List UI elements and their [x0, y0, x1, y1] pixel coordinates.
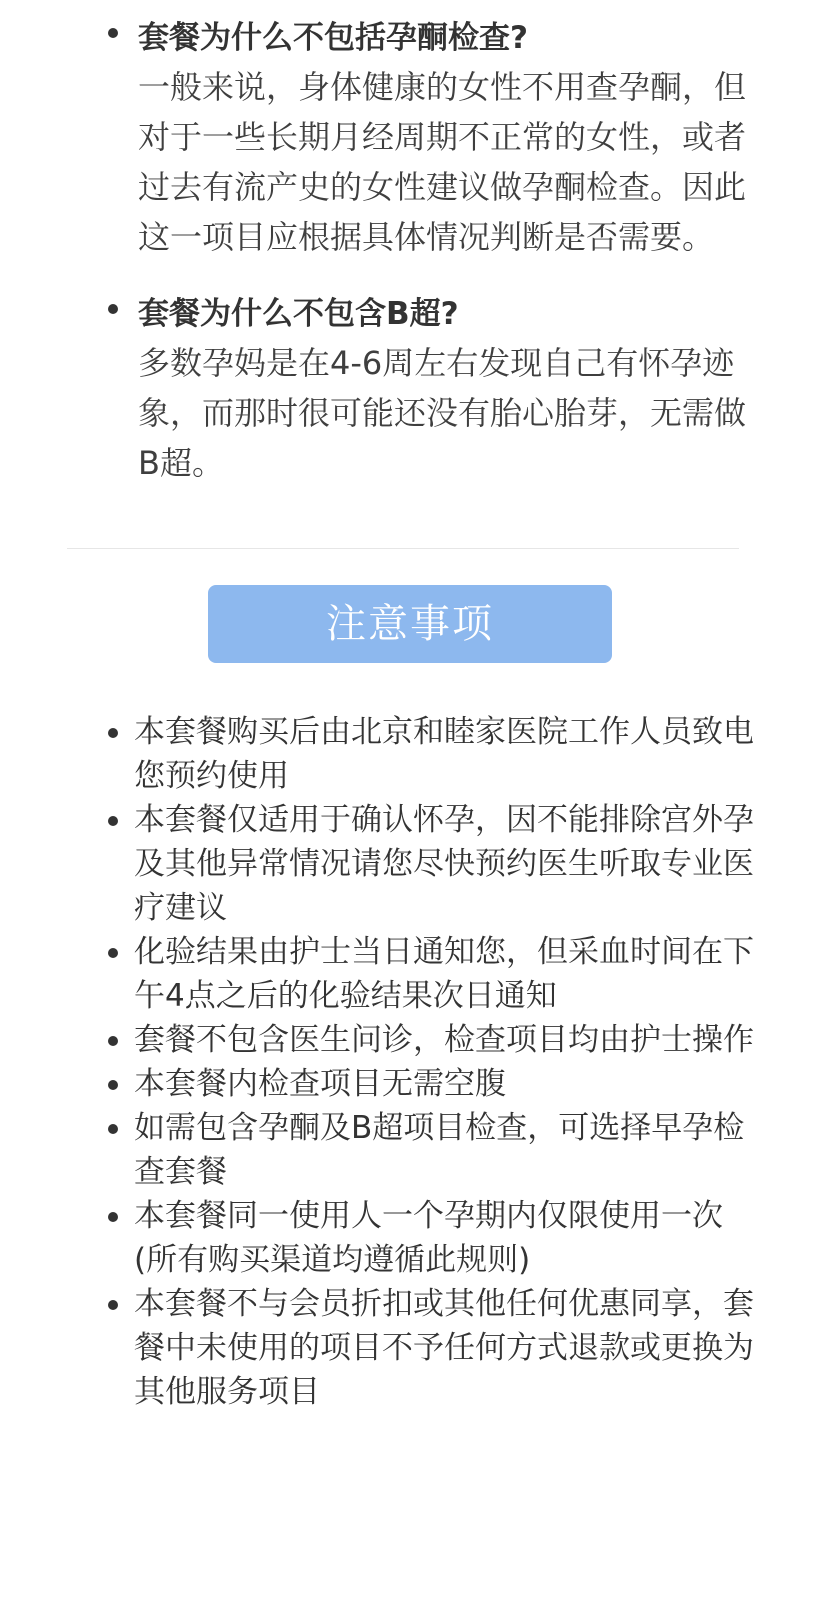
notice-item — [0, 798, 817, 930]
faq-question: 套餐为什么不包括孕酮检查? — [138, 20, 528, 56]
notice-item-text: 如需包含孕酮及B超项目检查，可选择早孕检查套餐 — [134, 1110, 745, 1190]
notice-list — [0, 710, 817, 1414]
notice-item-text: 本套餐同一使用人一个孕期内仅限使用一次(所有购买渠道均遵循此规则) — [134, 1198, 723, 1278]
bullet-dot-icon — [108, 1036, 118, 1046]
bullet-dot-icon — [108, 28, 118, 38]
bullet-dot-icon — [108, 948, 118, 958]
notice-item-text: 本套餐不与会员折扣或其他任何优惠同享，套餐中未使用的项目不予任何方式退款或更换为其他服务项目 — [134, 1286, 754, 1410]
faq-section — [0, 14, 817, 516]
notice-item — [0, 1018, 817, 1062]
notice-item-text: 本套餐仅适用于确认怀孕，因不能排除宫外孕及其他异常情况请您尽快预约医生听取专业医疗建议 — [134, 802, 754, 926]
notice-item — [0, 1062, 817, 1106]
faq-item-progesterone — [0, 14, 817, 262]
bullet-dot-icon — [108, 1080, 118, 1090]
notice-item — [0, 1106, 817, 1194]
bullet-dot-icon — [108, 816, 118, 826]
section-divider — [67, 548, 739, 549]
faq-question: 套餐为什么不包含B超? — [138, 296, 459, 332]
notice-item — [0, 930, 817, 1018]
notice-item-text: 本套餐购买后由北京和睦家医院工作人员致电您预约使用 — [134, 714, 754, 794]
bullet-dot-icon — [108, 1300, 118, 1310]
bullet-dot-icon — [108, 1212, 118, 1222]
faq-answer: 一般来说，身体健康的女性不用查孕酮，但对于一些长期月经周期不正常的女性，或者过去有流产史的女性建议做孕酮检查。因此这一项目应根据具体情况判断是否需要。 — [138, 68, 747, 256]
notice-item-text: 化验结果由护士当日通知您，但采血时间在下午4点之后的化验结果次日通知 — [134, 934, 754, 1014]
faq-answer: 多数孕妈是在4-6周左右发现自己有怀孕迹象，而那时很可能还没有胎心胎芽，无需做B超。 — [138, 344, 747, 482]
faq-item-ultrasound — [0, 290, 817, 488]
notice-item — [0, 1282, 817, 1414]
notice-item-text: 套餐不包含医生问诊，检查项目均由护士操作 — [134, 1022, 754, 1058]
bullet-dot-icon — [108, 728, 118, 738]
notice-item-text: 本套餐内检查项目无需空腹 — [134, 1066, 506, 1102]
notice-item — [0, 1194, 817, 1282]
bullet-dot-icon — [108, 1124, 118, 1134]
bullet-dot-icon — [108, 304, 118, 314]
notice-item — [0, 710, 817, 798]
notice-section-button[interactable]: 注意事项 — [208, 585, 612, 663]
